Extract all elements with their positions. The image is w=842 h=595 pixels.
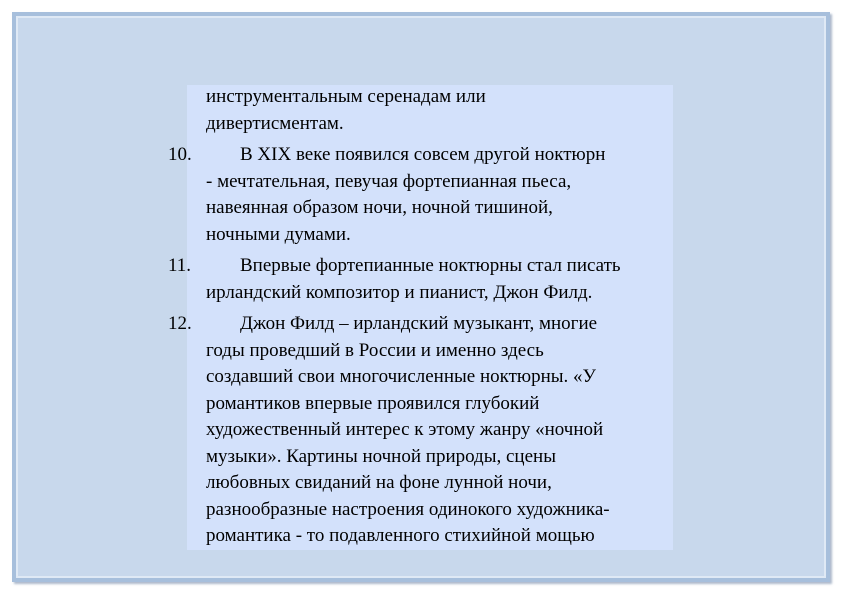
paragraph-number: 10. (168, 144, 192, 165)
paragraph-line: Джон Филд – ирландский музыкант, многие (240, 313, 598, 334)
paragraph-line: В XIX веке появился совсем другой ноктюрн (240, 144, 606, 165)
paragraph-line: музыки». Картины ночной природы, сцены (206, 445, 556, 467)
paragraph-line: ирландский композитор и пианист, Джон Филд. (206, 281, 593, 303)
paragraph-number: 11. (168, 255, 192, 276)
paragraph-continuation (187, 84, 673, 137)
paragraph-line: годы проведший в России и именно здесь (206, 339, 544, 361)
paragraph-11 (168, 253, 673, 306)
paragraph-line: любовных свиданий на фоне лунной ночи, (206, 472, 552, 493)
paragraph-line: навеянная образом ночи, ночной тишиной, (206, 197, 553, 218)
paragraph-line: художественный интерес к этому жанру «ночной (206, 419, 604, 440)
paragraph-12 (168, 311, 673, 550)
paragraph-line: создавший свои многочисленные ноктюрны. «У (206, 366, 596, 387)
paragraph-line: разнообразные настроения одинокого художника- (206, 498, 610, 520)
paragraph-line: инструментальным серенадам или (206, 86, 486, 107)
paragraph-line: ночными думами. (206, 223, 351, 245)
paragraph-10 (168, 142, 673, 248)
paragraph-number: 12. (168, 313, 192, 334)
paragraph-line: романтика - то подавленного стихийной мощью (206, 525, 595, 546)
paragraph-line: Впервые фортепианные ноктюрны стал писать (240, 255, 621, 276)
paragraph-line: дивертисментам. (206, 112, 344, 134)
paragraph-line: романтиков впервые проявился глубокий (206, 392, 540, 414)
paragraph-line: - мечтательная, певучая фортепианная пьеса, (206, 170, 572, 192)
text-box (168, 85, 673, 550)
